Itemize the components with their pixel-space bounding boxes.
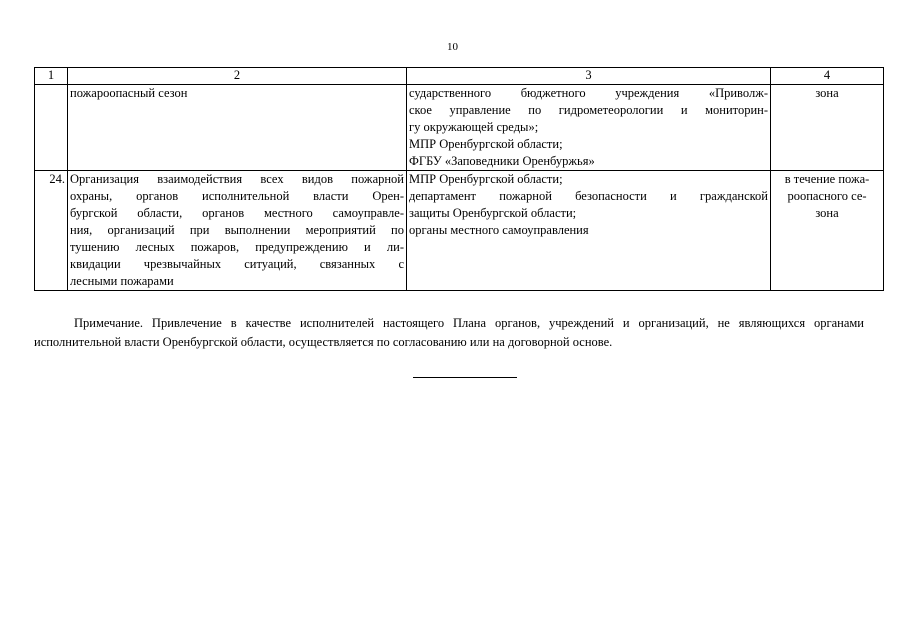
executors-line: МПР Оренбургской области; <box>409 137 563 151</box>
table-row <box>35 85 884 171</box>
row-number: 24. <box>35 171 68 291</box>
event-line: ния, организаций при выполнении мероприятий по <box>70 223 404 237</box>
executors-line: защиты Оренбургской области; <box>409 206 577 220</box>
executors-line: сударственного бюджетного учреждения «Приволж- <box>409 86 768 100</box>
term-line: в течение пожа- <box>784 172 870 186</box>
event-line: охраны, органов исполнительной власти Орен- <box>70 189 404 203</box>
event-line: бургской области, органов местного самоуправле- <box>70 206 404 220</box>
term-line: зона <box>815 86 839 100</box>
page-number: 10 <box>447 41 458 53</box>
event-line: квидации чрезвычайных ситуаций, связанных с <box>70 257 404 271</box>
executors-line: органы местного самоуправления <box>409 223 589 237</box>
executors-cell <box>407 85 771 171</box>
table-header-row <box>35 68 884 85</box>
column-header-1: 1 <box>35 68 68 85</box>
footnote-note: Примечание. Привлечение в качестве исполнителей настоящего Плана органов, учреждений и организаций, не являющихся органами исполнительной власти Оренбургской области, осуществляется по согласованию или на договорной основе. <box>34 316 864 349</box>
table-row <box>35 171 884 291</box>
executors-line: ФГБУ «Заповедники Оренбуржья» <box>409 154 595 168</box>
event-cell <box>68 85 407 171</box>
executors-cell <box>407 171 771 291</box>
term-line: зона <box>815 206 839 220</box>
executors-line: департамент пожарной безопасности и гражданской <box>409 189 768 203</box>
event-line: лесными пожарами <box>70 274 174 288</box>
executors-line: гу окружающей среды»; <box>409 120 539 134</box>
event-line: Организация взаимодействия всех видов пожарной <box>70 172 404 186</box>
plan-table <box>34 67 884 291</box>
event-line: пожароопасный сезон <box>70 86 188 100</box>
row-number <box>35 85 68 171</box>
term-line: роопасного се- <box>787 189 867 203</box>
executors-line: МПР Оренбургской области; <box>409 172 563 186</box>
column-header-2: 2 <box>68 68 407 85</box>
event-line: тушению лесных пожаров, предупреждению и ли- <box>70 240 404 254</box>
column-header-4: 4 <box>771 68 884 85</box>
term-cell <box>771 171 884 291</box>
end-rule <box>413 377 517 378</box>
column-header-3: 3 <box>407 68 771 85</box>
term-cell <box>771 85 884 171</box>
event-cell <box>68 171 407 291</box>
executors-line: ское управление по гидрометеорологии и мониторин- <box>409 103 768 117</box>
